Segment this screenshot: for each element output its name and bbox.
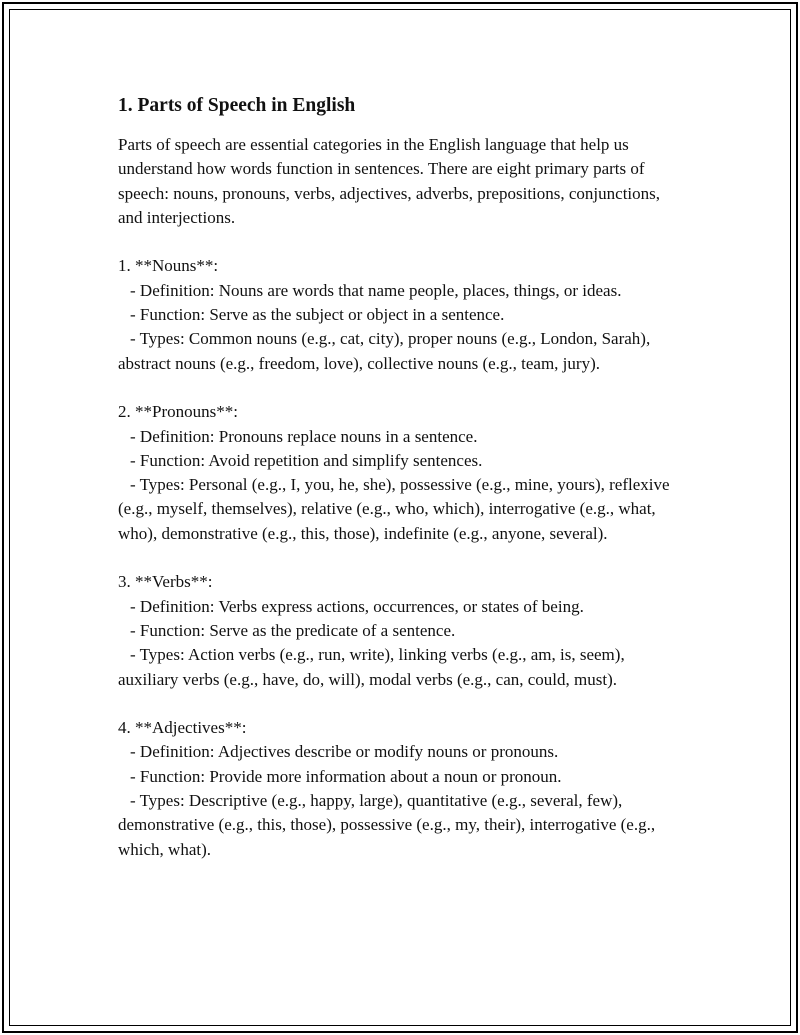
section-pronouns	[118, 400, 688, 546]
section-types-rest: demonstrative (e.g., this, those), possessive (e.g., my, their), interrogative (e.g., which, what).	[118, 815, 656, 859]
document-body	[118, 93, 688, 862]
section-types	[118, 327, 688, 376]
section-types-first-line: - Types: Action verbs (e.g., run, write), linking verbs (e.g., am, is, seem),	[130, 645, 625, 665]
section-nouns	[118, 254, 688, 375]
section-adjectives	[118, 716, 688, 862]
section-types-rest: reflexive (e.g., myself, themselves), relative (e.g., who, which), interrogative (e.g., what, who), demonstrative (e.g., this, those), indefinite (e.g., anyone, several).	[118, 475, 670, 543]
spacer	[118, 376, 688, 400]
section-types-first-line: - Types: Personal (e.g., I, you, he, she), possessive (e.g., mine, yours),	[130, 475, 605, 495]
section-types-first-line: - Types: Common nouns (e.g., cat, city), proper nouns (e.g., London,	[130, 329, 598, 349]
section-heading: 2. **Pronouns**:	[118, 402, 238, 422]
section-verbs	[118, 570, 688, 691]
spacer	[118, 546, 688, 570]
section-function: - Function: Avoid repetition and simplify sentences.	[130, 450, 483, 470]
section-definition: - Definition: Nouns are words that name people, places, things, or ideas.	[130, 280, 622, 300]
section-definition: - Definition: Verbs express actions, occurrences, or states of being.	[130, 596, 584, 616]
section-function: - Function: Serve as the predicate of a sentence.	[130, 620, 456, 640]
section-types	[118, 473, 688, 546]
spacer	[118, 692, 688, 716]
intro-paragraph: Parts of speech are essential categories in the English language that help us understand how words function in sentences. There are eight primary parts of speech: nouns, pronouns, verbs, adjectives, adverbs, prepositions, conjunctions, and interjections.	[118, 135, 661, 227]
section-heading: 1. **Nouns**:	[118, 256, 219, 276]
section-types-first-line: - Types: Descriptive (e.g., happy, large), quantitative (e.g., several, few),	[130, 791, 623, 811]
section-heading: 4. **Adjectives**:	[118, 718, 247, 738]
section-function: - Function: Provide more information about a noun or pronoun.	[130, 766, 562, 786]
spacer	[118, 230, 688, 254]
section-types	[118, 789, 688, 862]
section-types-rest: Sarah), abstract nouns (e.g., freedom, love), collective nouns (e.g., team, jury).	[118, 329, 651, 373]
section-types-rest: auxiliary verbs (e.g., have, do, will), modal verbs (e.g., can, could, must).	[118, 669, 618, 689]
page-title: 1. Parts of Speech in English	[118, 95, 356, 116]
section-heading: 3. **Verbs**:	[118, 572, 213, 592]
section-definition: - Definition: Adjectives describe or modify nouns or pronouns.	[130, 742, 559, 762]
section-definition: - Definition: Pronouns replace nouns in a sentence.	[130, 426, 478, 446]
section-types	[118, 643, 688, 692]
section-function: - Function: Serve as the subject or object in a sentence.	[130, 305, 505, 325]
